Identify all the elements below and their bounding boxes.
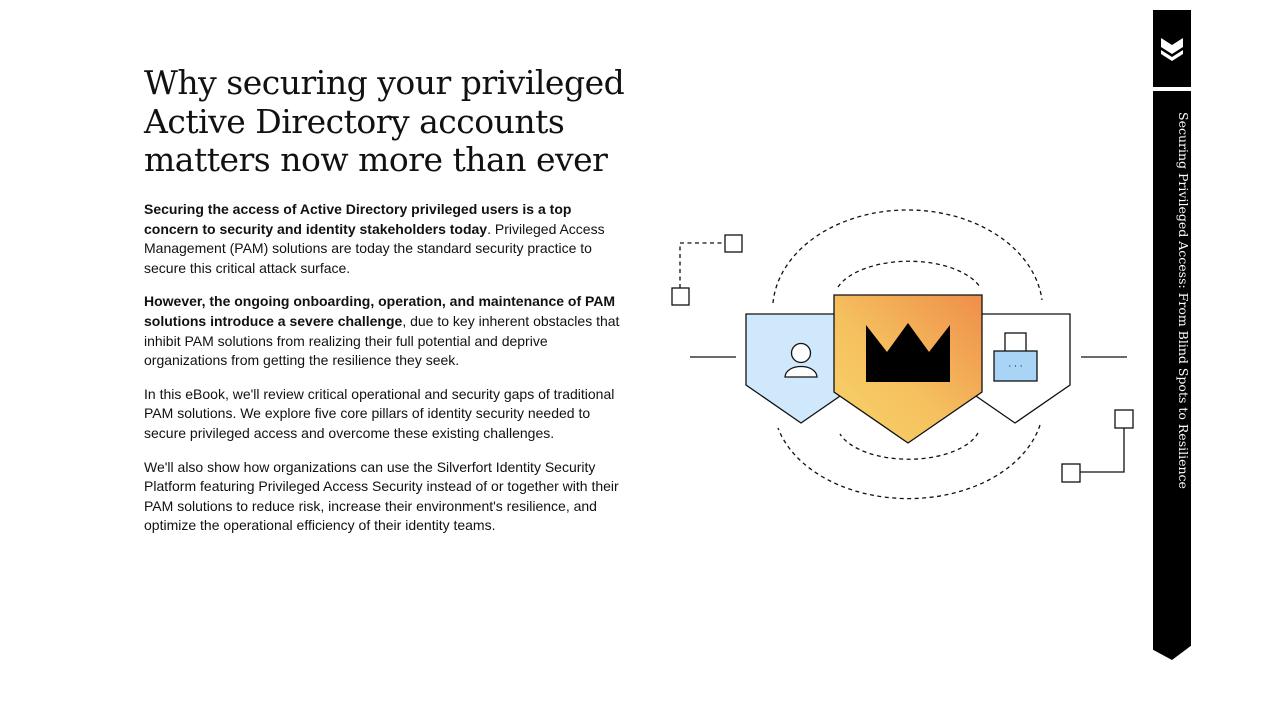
lock-dots: · · ·: [1008, 362, 1023, 372]
paragraph-2: [144, 292, 622, 370]
title-line-1: Why securing your privileged: [144, 63, 625, 102]
outer-orbit-top: [773, 210, 1042, 303]
user-head: [792, 344, 811, 363]
paragraph-3-text: In this eBook, we'll review critical operational and security gaps of traditional PAM solutions. We explore five core pillars of identity security needed to secure privileged access and overcome these existing challenges.: [144, 385, 615, 441]
sidebar-tab: [1153, 10, 1191, 660]
privileged-access-illustration: [660, 200, 1140, 520]
inner-orbit-top: [838, 261, 980, 287]
intro-body: [144, 200, 622, 550]
paragraph-1-text: . Privileged Access Management (PAM) solutions are today the standard security practice to secure this critical attack surface.: [144, 220, 605, 276]
bottom-right-node-line: [1079, 428, 1124, 472]
top-left-node-line: [680, 243, 725, 288]
title-line-2: Active Directory accounts: [144, 101, 565, 141]
title-line-3: matters now more than ever: [144, 140, 608, 179]
crown-shield-icon: [834, 295, 982, 443]
bottom-right-node-b: [1062, 464, 1080, 482]
paragraph-3: [144, 385, 622, 444]
top-left-node-b: [672, 288, 689, 305]
silverfort-chevron-logo-icon: [1159, 36, 1185, 62]
paragraph-1-bold: Securing the access of Active Directory privileged users is a top concern to security and identity stakeholders today: [144, 201, 572, 237]
paragraph-4: [144, 458, 622, 536]
bottom-right-node-a: [1115, 410, 1133, 428]
paragraph-2-text: , due to key inherent obstacles that inhibit PAM solutions from realizing their full potential and deprive organizations from getting the resilience they seek.: [144, 312, 620, 369]
paragraph-1: [144, 200, 622, 278]
top-left-node-a: [725, 235, 742, 252]
lock-shackle: [1005, 333, 1026, 352]
ebook-title-vertical: Securing Privileged Access: From Blind Spots to Resilience: [1176, 111, 1191, 489]
logo-box: [1153, 10, 1191, 87]
paragraph-4-text: We'll also show how organizations can use the Silverfort Identity Security Platform featuring Privileged Access Security instead of or together with their PAM solutions to reduce risk, increase their environment's resilience, and optimize the operational efficiency of their identity teams.: [144, 458, 619, 534]
page-title: [144, 64, 644, 180]
paragraph-2-bold: However, the ongoing onboarding, operation, and maintenance of PAM solutions introduce a severe challenge: [144, 293, 616, 329]
